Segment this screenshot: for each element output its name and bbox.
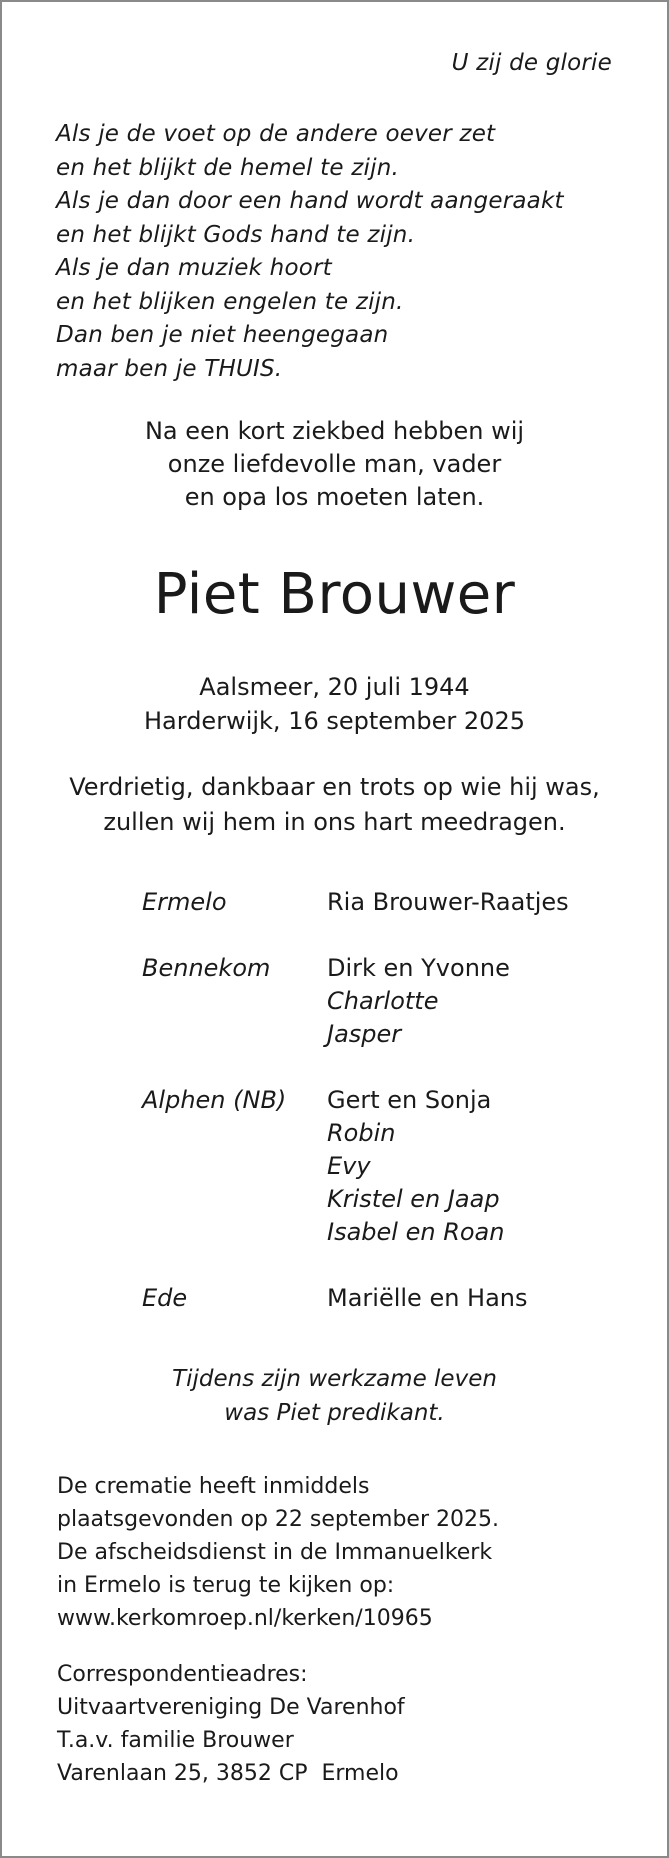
motto: U zij de glorie xyxy=(451,50,612,76)
intro-line: Na een kort ziekbed hebben wij xyxy=(144,417,525,445)
grandchild: Robin xyxy=(327,1119,396,1147)
cremation-line: in Ermelo is terug te kijken op: xyxy=(57,1573,395,1598)
family-member: Ria Brouwer-Raatjes xyxy=(327,888,569,916)
address-line: T.a.v. familie Brouwer xyxy=(57,1728,294,1753)
cremation-line: De afscheidsdienst in de Immanuelkerk xyxy=(57,1540,493,1565)
grandchild: Evy xyxy=(327,1152,371,1180)
correspondence-address xyxy=(57,1658,405,1790)
poem-line: maar ben je THUIS. xyxy=(56,355,283,382)
tribute-note xyxy=(2,1362,667,1430)
intro-line: en opa los moeten laten. xyxy=(184,483,485,511)
family-group-alphen xyxy=(142,1084,569,1249)
poem xyxy=(56,118,564,386)
grandchild: Charlotte xyxy=(327,987,439,1015)
family-place: Ede xyxy=(142,1284,188,1312)
family-group-ermelo xyxy=(142,886,569,919)
cremation-line: plaatsgevonden op 22 september 2025. xyxy=(57,1507,499,1532)
cremation-notice xyxy=(57,1470,499,1635)
family-members xyxy=(327,952,569,1051)
poem-line: en het blijken engelen te zijn. xyxy=(56,288,404,315)
deceased-name: Piet Brouwer xyxy=(153,562,516,627)
poem-line: Als je dan muziek hoort xyxy=(56,255,332,281)
poem-line: Als je de voet op de andere oever zet xyxy=(56,121,496,147)
poem-line: en het blijkt Gods hand te zijn. xyxy=(56,221,416,248)
family-member: Gert en Sonja xyxy=(327,1086,492,1114)
poem-line: Als je dan door een hand wordt aangeraakt xyxy=(56,188,564,214)
address-heading: Correspondentieadres: xyxy=(57,1662,308,1687)
message-line: zullen wij hem in ons hart meedragen. xyxy=(103,808,566,836)
family-member: Mariëlle en Hans xyxy=(327,1284,528,1312)
family-member: Dirk en Yvonne xyxy=(327,954,510,982)
family-members xyxy=(327,886,569,919)
family-list xyxy=(142,886,569,1315)
family-members xyxy=(327,1084,569,1249)
family-place: Bennekom xyxy=(142,954,271,982)
family-message xyxy=(2,770,667,840)
cremation-line: De crematie heeft inmiddels xyxy=(57,1474,370,1499)
poem-line: en het blijkt de hemel te zijn. xyxy=(56,154,399,181)
family-group-ede xyxy=(142,1282,569,1315)
life-dates xyxy=(2,670,667,738)
grandchild: Isabel en Roan xyxy=(327,1218,505,1246)
tribute-line: Tijdens zijn werkzame leven xyxy=(172,1366,497,1392)
grandchild: Jasper xyxy=(327,1020,402,1048)
address-line: Varenlaan 25, 3852 CP Ermelo xyxy=(57,1761,399,1786)
death-date: Harderwijk, 16 september 2025 xyxy=(144,707,525,735)
tribute-line: was Piet predikant. xyxy=(224,1400,445,1426)
poem-line: Dan ben je niet heengegaan xyxy=(56,322,389,348)
family-place: Ermelo xyxy=(142,888,227,916)
family-group-bennekom xyxy=(142,952,569,1051)
stream-url: www.kerkomroep.nl/kerken/10965 xyxy=(57,1606,433,1631)
address-line: Uitvaartvereniging De Varenhof xyxy=(57,1695,405,1720)
message-line: Verdrietig, dankbaar en trots op wie hij was, xyxy=(69,773,600,801)
birth-date: Aalsmeer, 20 juli 1944 xyxy=(199,673,470,701)
grandchild: Kristel en Jaap xyxy=(327,1185,500,1213)
intro-line: onze liefdevolle man, vader xyxy=(167,450,502,478)
family-place: Alphen (NB) xyxy=(142,1086,287,1114)
family-members xyxy=(327,1282,569,1315)
announcement-intro xyxy=(2,415,667,514)
